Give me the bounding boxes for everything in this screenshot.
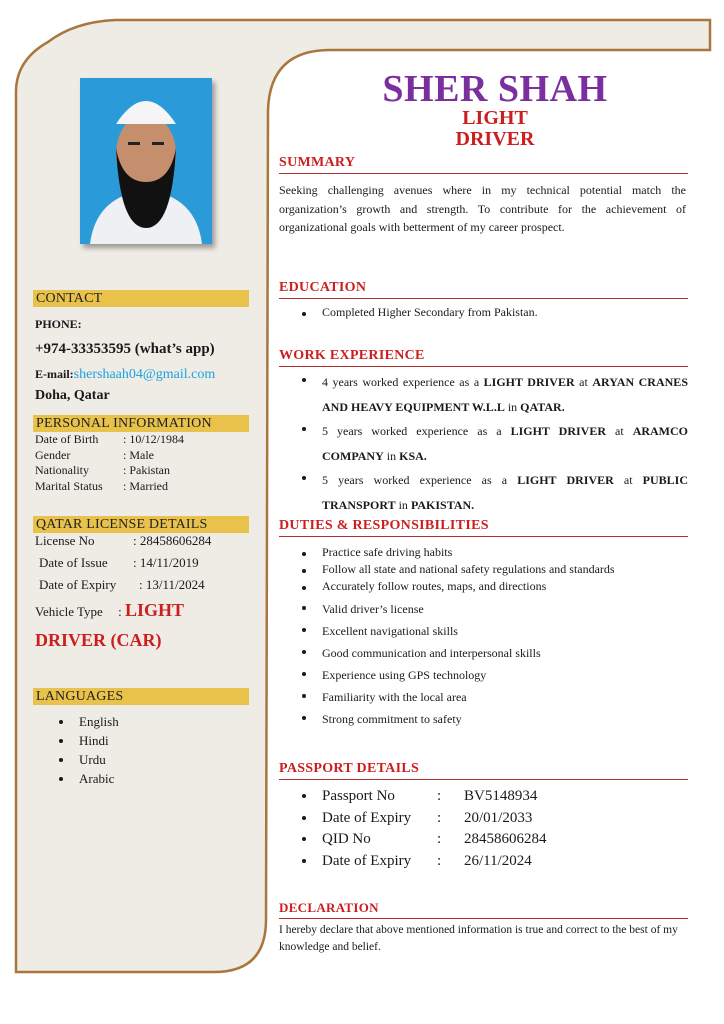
declaration-heading: DECLARATION [279, 900, 688, 919]
list-item: Good communication and interpersonal skills [302, 642, 692, 664]
role-title-line2: DRIVER [455, 128, 535, 150]
role-title-line1: LIGHT [462, 107, 528, 129]
list-item: Urdu [57, 750, 119, 769]
personal-info-list [35, 432, 184, 494]
vehicle-type-row: Vehicle Type : LIGHT [35, 600, 184, 620]
list-item: English [57, 712, 119, 731]
profile-photo [80, 78, 212, 244]
list-item: Follow all state and national safety regulations and standards [302, 561, 692, 578]
languages-list [57, 712, 119, 788]
list-item: Date of Expiry : 26/11/2024 [302, 851, 547, 873]
languages-heading: LANGUAGES [33, 688, 249, 705]
personal-row: Marital Status : Married [35, 478, 168, 493]
passport-list [302, 786, 547, 872]
list-item: Valid driver’s license [302, 598, 692, 620]
license-heading: QATAR LICENSE DETAILS [33, 516, 249, 533]
list-item: Accurately follow routes, maps, and directions [302, 578, 692, 595]
list-item: Hindi [57, 731, 119, 750]
list-item: Arabic [57, 769, 119, 788]
person-portrait-icon [80, 78, 212, 244]
license-row: License No : 28458606284 [35, 533, 212, 548]
duties-list [302, 544, 692, 730]
list-item: Experience using GPS technology [302, 664, 692, 686]
vehicle-type-value-cont: DRIVER (CAR) [35, 630, 162, 650]
duties-heading: DUTIES & RESPONSIBILITIES [279, 518, 688, 537]
personal-row: Date of Birth : 10/12/1984 [35, 432, 185, 446]
license-list [35, 530, 255, 596]
education-list [302, 304, 692, 321]
personal-row: Gender : Male [35, 447, 154, 462]
personal-row: Nationality : Pakistan [35, 463, 170, 477]
list-item: Practice safe driving habits [302, 544, 692, 561]
list-item: 5 years worked experience as a LIGHT DRIVER at PUBLIC TRANSPORT in PAKISTAN. [302, 468, 688, 517]
email-label: E-mail: [35, 367, 74, 381]
list-item: 4 years worked experience as a LIGHT DRIVER at ARYAN CRANES AND HEAVY EQUIPMENT W.L.L in QATAR. [302, 370, 688, 419]
work-experience-list [302, 370, 688, 517]
email-row [35, 366, 215, 383]
list-item: Excellent navigational skills [302, 620, 692, 642]
work-experience-heading: WORK EXPERIENCE [279, 348, 688, 367]
license-row: Date of Issue : 14/11/2019 [39, 555, 199, 570]
summary-heading: SUMMARY [279, 155, 688, 174]
declaration-text: I hereby declare that above mentioned information is true and correct to the best of my knowledge and belief. [279, 924, 678, 953]
list-item: Familiarity with the local area [302, 686, 692, 708]
list-item: Strong commitment to safety [302, 708, 692, 730]
phone-value[interactable]: +974-33353595 (what’s app) [35, 341, 215, 357]
email-link[interactable]: shershaah04@gmail.com [73, 367, 216, 382]
license-row: Date of Expiry : 13/11/2024 [39, 577, 205, 592]
list-item: Date of Expiry : 20/01/2033 [302, 808, 547, 830]
passport-heading: PASSPORT DETAILS [279, 761, 688, 780]
list-item: QID No : 28458606284 [302, 829, 547, 851]
phone-label: PHONE: [35, 317, 82, 331]
candidate-name: SHER SHAH [382, 68, 608, 110]
list-item: 5 years worked experience as a LIGHT DRIVER at ARAMCO COMPANY in KSA. [302, 419, 688, 468]
vehicle-type-label: Vehicle Type [35, 604, 103, 619]
list-item: Completed Higher Secondary from Pakistan. [302, 304, 692, 321]
education-heading: EDUCATION [279, 280, 688, 299]
contact-heading: CONTACT [33, 290, 249, 307]
vehicle-type-value: LIGHT [124, 600, 184, 620]
list-item: Passport No : BV5148934 [302, 786, 547, 808]
personal-info-heading: PERSONAL INFORMATION [33, 415, 249, 432]
summary-text: Seeking challenging avenues where in my technical potential match the organization’s growth and strength. To contribute for the achievement of organizational goals with betterment of my career prospect. [279, 183, 686, 234]
location: Doha, Qatar [35, 388, 110, 403]
